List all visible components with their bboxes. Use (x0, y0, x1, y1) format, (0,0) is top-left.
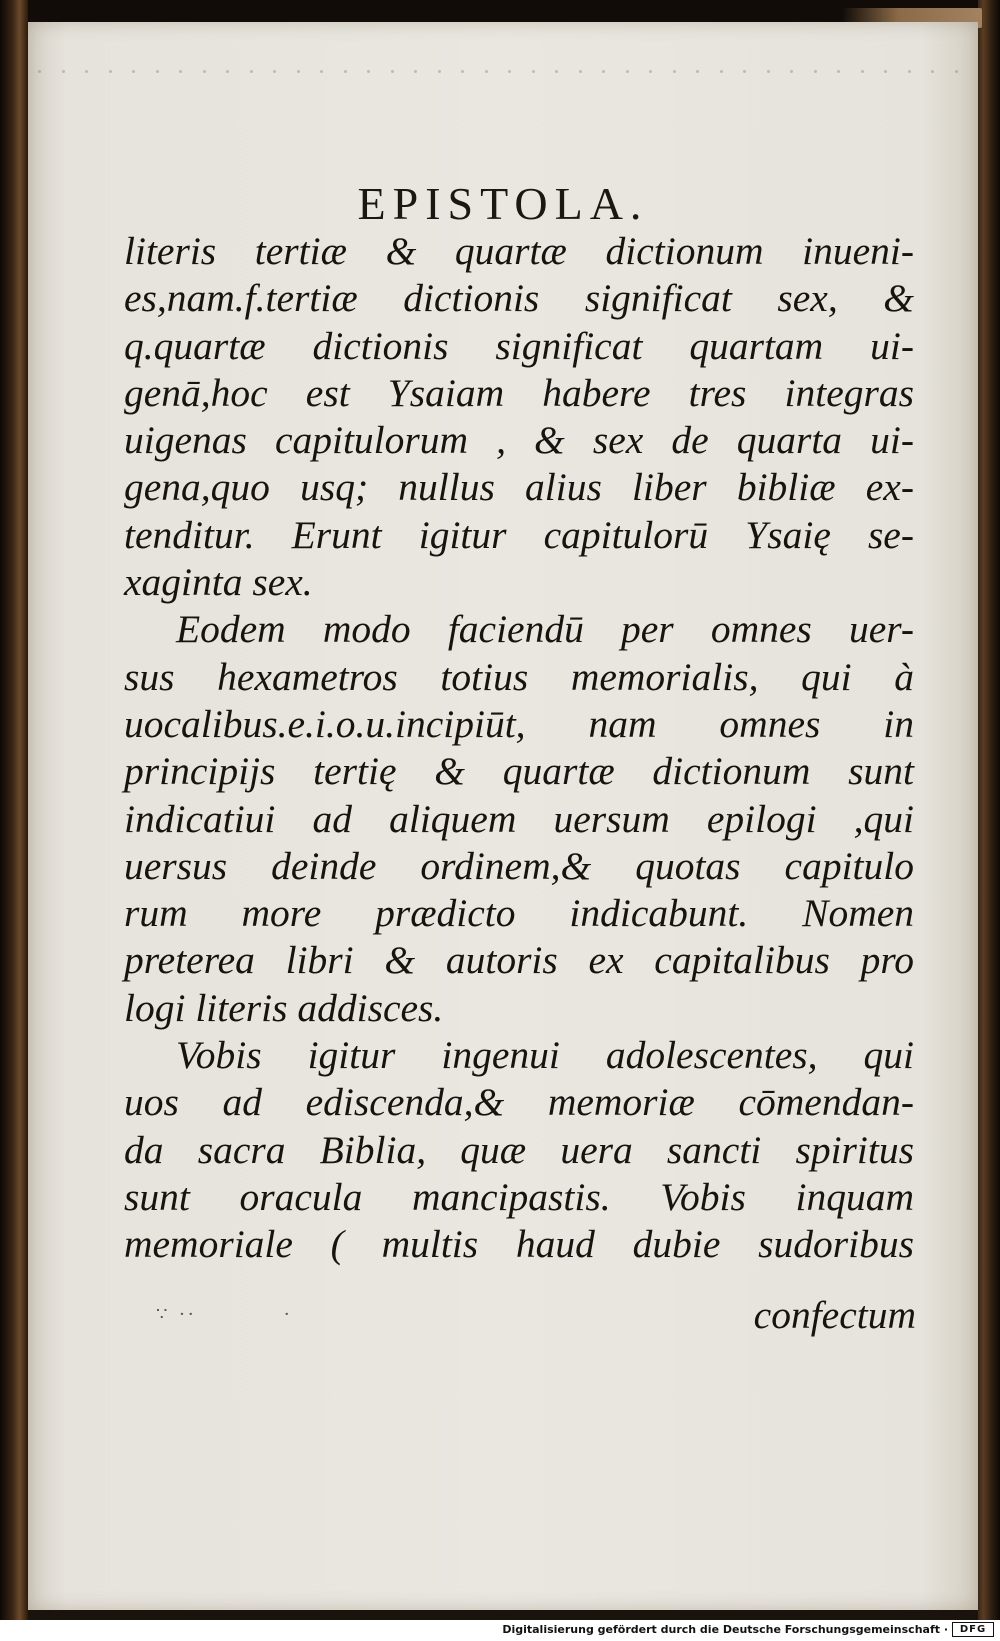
stitch-mark (532, 70, 535, 73)
catchword: confectum (753, 1293, 916, 1337)
stitch-mark (320, 70, 323, 73)
text-line: uocalibus.e.i.o.u.incipiūt, nam omnes in (124, 701, 914, 746)
stitch-mark (132, 70, 135, 73)
stitch-mark (250, 70, 253, 73)
stitch-mark (85, 70, 88, 73)
stitch-mark (38, 70, 41, 73)
text-line: gena,quo usq; nullus alius liber bibliæ ex- (124, 465, 914, 510)
stitch-mark (790, 70, 793, 73)
stitch-mark (602, 70, 605, 73)
ink-specks: ∵ ·· · (156, 1304, 293, 1325)
book-page (28, 22, 978, 1610)
text-line: xaginta sex. (124, 560, 313, 605)
text-line: genā,hoc est Ysaiam habere tres integras (124, 370, 914, 415)
stitch-mark (767, 70, 770, 73)
stitch-mark (156, 70, 159, 73)
stitch-mark (485, 70, 488, 73)
text-line: sus hexametros totius memorialis, qui à (124, 654, 914, 699)
stitch-mark (626, 70, 629, 73)
text-line: principijs tertię & quartæ dictionum sunt (124, 749, 914, 794)
stitch-mark (344, 70, 347, 73)
stitch-mark (861, 70, 864, 73)
stitch-mark (743, 70, 746, 73)
stitch-mark (884, 70, 887, 73)
dfg-logo: DFG (952, 1622, 994, 1637)
text-line: logi literis addisces. (124, 985, 444, 1030)
footer-bar (0, 1620, 1000, 1641)
text-line: es,nam.f.tertiæ dictionis significat sex, & (124, 276, 914, 321)
stitch-mark (179, 70, 182, 73)
text-line: uos ad ediscenda,& memoriæ cōmendan- (124, 1080, 914, 1125)
stitch-mark (673, 70, 676, 73)
stitch-mark (226, 70, 229, 73)
stitch-marks (38, 70, 958, 74)
stitch-mark (696, 70, 699, 73)
stitch-mark (814, 70, 817, 73)
book-binding-left (0, 0, 28, 1620)
stitch-mark (109, 70, 112, 73)
text-line: preterea libri & autoris ex capitalibus pro (124, 938, 914, 983)
stitch-mark (461, 70, 464, 73)
stitch-mark (391, 70, 394, 73)
text-line: uersus deinde ordinem,& quotas capitulo (124, 843, 914, 888)
text-line: indicatiui ad aliquem uersum epilogi ,qui (124, 796, 914, 841)
text-line: sunt oracula mancipastis. Vobis inquam (124, 1174, 914, 1219)
stitch-mark (203, 70, 206, 73)
stitch-mark (367, 70, 370, 73)
page-heading: EPISTOLA. (357, 178, 649, 229)
text-line: rum more prædicto indicabunt. Nomen (124, 891, 914, 936)
stitch-mark (438, 70, 441, 73)
stitch-mark (579, 70, 582, 73)
text-line: Vobis igitur ingenui adolescentes, qui (176, 1033, 914, 1078)
stitch-mark (908, 70, 911, 73)
text-line: q.quartæ dictionis significat quartam ui- (124, 323, 914, 368)
text-line: uigenas capitulorum , & sex de quarta ui- (124, 418, 914, 463)
text-line: da sacra Biblia, quæ uera sancti spiritus (124, 1127, 914, 1172)
stitch-mark (273, 70, 276, 73)
stitch-mark (62, 70, 65, 73)
stitch-mark (414, 70, 417, 73)
stitch-mark (297, 70, 300, 73)
stitch-mark (720, 70, 723, 73)
text-line: memoriale ( multis haud dubie sudoribus (124, 1222, 914, 1267)
stitch-mark (508, 70, 511, 73)
funding-credit: Digitalisierung gefördert durch die Deutsche Forschungsgemeinschaft · (502, 1623, 948, 1636)
stitch-mark (837, 70, 840, 73)
body-text (124, 228, 914, 1269)
stitch-mark (955, 70, 958, 73)
book-binding-right (978, 0, 1000, 1620)
stitch-mark (649, 70, 652, 73)
text-line: tenditur. Erunt igitur capitulorū Ysaię se- (124, 512, 914, 557)
text-line: Eodem modo faciendū per omnes uer- (176, 607, 914, 652)
stitch-mark (555, 70, 558, 73)
text-line: literis tertiæ & quartæ dictionum inueni- (124, 229, 914, 273)
stitch-mark (931, 70, 934, 73)
